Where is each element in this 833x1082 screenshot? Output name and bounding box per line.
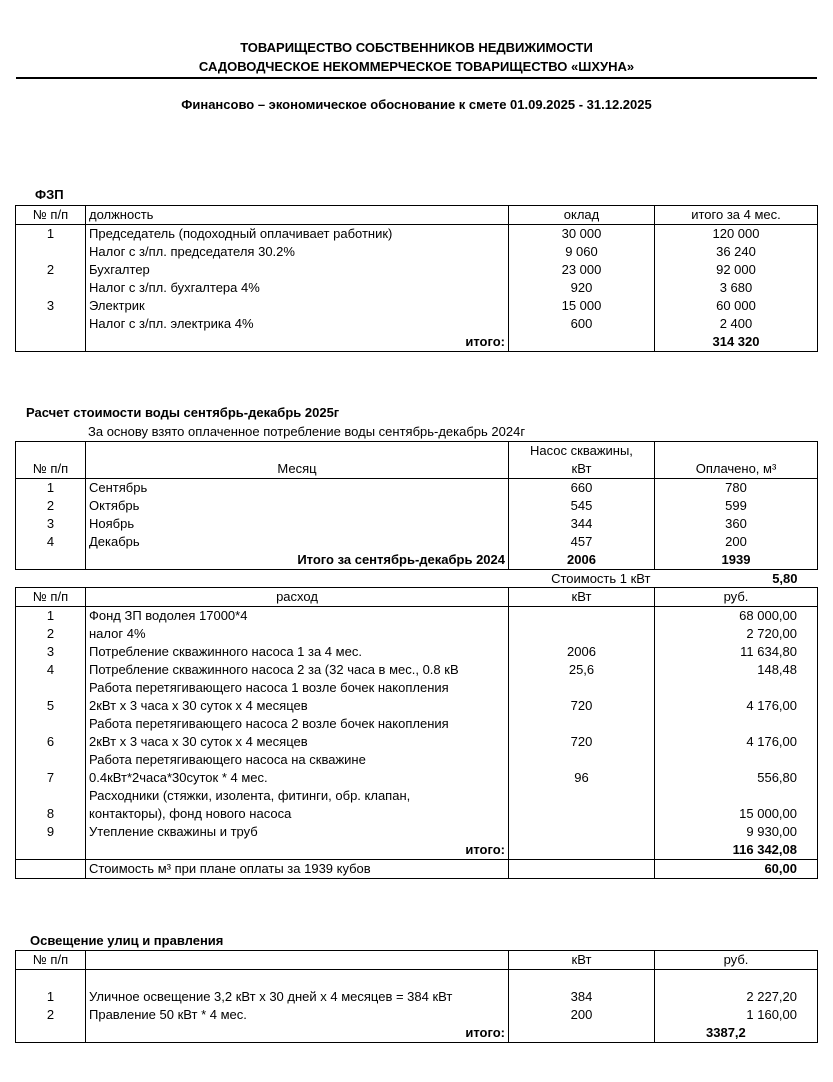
row-num: 1	[16, 607, 86, 626]
table-row	[16, 988, 818, 1006]
row-kwt	[509, 787, 655, 823]
table-row	[16, 661, 818, 679]
row-num: 3	[16, 297, 86, 315]
row-expense-line1: Работа перетягивающего насоса 2 возле бочек накопления	[89, 716, 449, 731]
table-row	[16, 479, 818, 498]
row-expense	[86, 787, 509, 823]
water-header-row	[16, 442, 818, 479]
row-salary: 600	[509, 315, 655, 333]
row-kwt	[509, 625, 655, 643]
fzp-header-row	[16, 206, 818, 225]
water-total-kwt: 2006	[509, 551, 655, 570]
row-salary: 15 000	[509, 297, 655, 315]
col-paid-m3: Оплачено, м³	[655, 442, 818, 479]
row-expense	[86, 823, 509, 841]
row-kwt: 660	[509, 479, 655, 498]
table-row	[16, 533, 818, 551]
row-num: 4	[16, 661, 86, 679]
row-position: Налог с з/пл. электрика 4%	[86, 315, 509, 333]
row-month: Ноябрь	[86, 515, 509, 533]
row-num: 6	[16, 715, 86, 751]
row-kwt: 2006	[509, 643, 655, 661]
row-kwt: 344	[509, 515, 655, 533]
row-rub: 11 634,80	[655, 643, 818, 661]
table-row	[16, 515, 818, 533]
row-position: Налог с з/пл. председателя 30.2%	[86, 243, 509, 261]
col-rub: руб.	[655, 951, 818, 970]
row-rub: 4 176,00	[655, 715, 818, 751]
row-rub: 2 227,20	[655, 988, 818, 1006]
expenses-total-value: 116 342,08	[655, 841, 818, 860]
row-paid: 780	[655, 479, 818, 498]
row-position: Электрик	[86, 297, 509, 315]
row-rub: 9 930,00	[655, 823, 818, 841]
lighting-total-value: 3387,2	[655, 1024, 818, 1043]
table-row	[16, 607, 818, 626]
row-rub: 1 160,00	[655, 1006, 818, 1024]
col-kwt: кВт	[509, 951, 655, 970]
row-month: Сентябрь	[86, 479, 509, 498]
row-position: Бухгалтер	[86, 261, 509, 279]
table-row	[16, 823, 818, 841]
col-position: должность	[86, 206, 509, 225]
row-num: 3	[16, 643, 86, 661]
col-salary: оклад	[509, 206, 655, 225]
table-row	[16, 751, 818, 787]
row-total: 92 000	[655, 261, 818, 279]
row-num: 9	[16, 823, 86, 841]
row-kwt: 457	[509, 533, 655, 551]
col-expense: расход	[86, 588, 509, 607]
kwt-cost-label: Стоимость 1 кВт	[551, 571, 651, 586]
row-num: 1	[16, 479, 86, 498]
col-pump-kwt-line1: Насос скважины,	[530, 443, 633, 458]
row-month: Декабрь	[86, 533, 509, 551]
row-expense-line1: Утепление скважины и труб	[89, 824, 258, 839]
row-kwt: 720	[509, 715, 655, 751]
table-row	[16, 243, 818, 261]
expenses-header-row	[16, 588, 818, 607]
water-cost-label: Стоимость м³ при плане оплаты за 1939 кубов	[86, 860, 509, 879]
kwt-cost-row	[16, 570, 818, 589]
lighting-table	[15, 950, 818, 1043]
row-num: 2	[16, 1006, 86, 1024]
lighting-spacer-row	[16, 970, 818, 989]
table-row	[16, 715, 818, 751]
row-kwt: 545	[509, 497, 655, 515]
table-row	[16, 1006, 818, 1024]
expenses-total-row	[16, 841, 818, 860]
lighting-total-row	[16, 1024, 818, 1043]
row-expense-line1: Работа перетягивающего насоса на скважине	[89, 752, 366, 767]
row-expense-line1: Потребление скважинного насоса 1 за 4 мес.	[89, 644, 362, 659]
row-total: 120 000	[655, 225, 818, 244]
row-num: 2	[16, 261, 86, 279]
row-num: 3	[16, 515, 86, 533]
table-row	[16, 279, 818, 297]
fzp-total-row	[16, 333, 818, 352]
row-expense-line2: 0.4кВт*2часа*30суток * 4 мес.	[89, 770, 268, 785]
row-total: 36 240	[655, 243, 818, 261]
col-pump-kwt-line2: кВт	[571, 461, 592, 476]
row-num	[16, 279, 86, 297]
row-salary: 23 000	[509, 261, 655, 279]
row-kwt	[509, 823, 655, 841]
table-row	[16, 315, 818, 333]
col-total-4m: итого за 4 мес.	[655, 206, 818, 225]
col-num: № п/п	[16, 588, 86, 607]
row-rub: 2 720,00	[655, 625, 818, 643]
row-position: Председатель (подоходный оплачивает работник)	[86, 225, 509, 244]
document-subtitle: Финансово – экономическое обоснование к смете 01.09.2025 - 31.12.2025	[181, 97, 652, 112]
row-total: 2 400	[655, 315, 818, 333]
table-row	[16, 679, 818, 715]
col-kwt: кВт	[509, 588, 655, 607]
row-kwt: 200	[509, 1006, 655, 1024]
row-num	[16, 243, 86, 261]
row-position: Налог с з/пл. бухгалтера 4%	[86, 279, 509, 297]
row-num: 1	[16, 225, 86, 244]
table-row	[16, 625, 818, 643]
kwt-cost-value: 5,80	[772, 571, 798, 586]
lighting-total-label: итого:	[86, 1024, 509, 1043]
row-expense-line1: Расходники (стяжки, изолента, фитинги, обр. клапан,	[89, 788, 411, 803]
lighting-title: Освещение улиц и правления	[30, 933, 224, 948]
org-name: ТОВАРИЩЕСТВО СОБСТВЕННИКОВ НЕДВИЖИМОСТИ	[240, 40, 593, 55]
row-rub: 15 000,00	[655, 787, 818, 823]
fzp-title: ФЗП	[35, 187, 64, 202]
water-note: За основу взято оплаченное потребление воды сентябрь-декабрь 2024г	[88, 424, 526, 439]
row-paid: 599	[655, 497, 818, 515]
lighting-header-row	[16, 951, 818, 970]
row-num: 8	[16, 787, 86, 823]
row-salary: 30 000	[509, 225, 655, 244]
col-num: № п/п	[16, 951, 86, 970]
fzp-total-value: 314 320	[655, 333, 818, 352]
water-cost-value: 60,00	[655, 860, 818, 879]
row-kwt	[509, 607, 655, 626]
col-description	[86, 951, 509, 970]
water-total-label: Итого за сентябрь-декабрь 2024	[86, 551, 509, 570]
row-expense-line1: Работа перетягивающего насоса 1 возле бочек накопления	[89, 680, 449, 695]
water-total-paid: 1939	[655, 551, 818, 570]
row-num: 7	[16, 751, 86, 787]
table-row	[16, 297, 818, 315]
row-kwt: 25,6	[509, 661, 655, 679]
row-expense	[86, 607, 509, 626]
row-paid: 360	[655, 515, 818, 533]
expenses-total-label: итого:	[86, 841, 509, 860]
row-rub: 68 000,00	[655, 607, 818, 626]
row-expense-line1: Фонд ЗП водолея 17000*4	[89, 608, 248, 623]
row-paid: 200	[655, 533, 818, 551]
row-kwt: 384	[509, 988, 655, 1006]
row-expense-line2: 2кВт х 3 часа х 30 суток х 4 месяцев	[89, 734, 308, 749]
row-description: Уличное освещение 3,2 кВт х 30 дней х 4 месяцев = 384 кВт	[86, 988, 509, 1006]
row-month: Октябрь	[86, 497, 509, 515]
row-rub: 4 176,00	[655, 679, 818, 715]
org-subname: САДОВОДЧЕСКОЕ НЕКОММЕРЧЕСКОЕ ТОВАРИЩЕСТВО «ШХУНА»	[198, 59, 635, 74]
row-expense	[86, 679, 509, 715]
col-num: № п/п	[16, 442, 86, 479]
row-num: 1	[16, 988, 86, 1006]
table-row	[16, 787, 818, 823]
fzp-table	[15, 205, 818, 352]
row-expense	[86, 715, 509, 751]
col-rub: руб.	[655, 588, 818, 607]
col-month: Месяц	[86, 442, 509, 479]
row-num	[16, 315, 86, 333]
table-row	[16, 261, 818, 279]
row-expense	[86, 625, 509, 643]
row-rub: 556,80	[655, 751, 818, 787]
row-expense-line2: 2кВт х 3 часа х 30 суток х 4 месяцев	[89, 698, 308, 713]
row-expense-line1: налог 4%	[89, 626, 146, 641]
row-kwt: 96	[509, 751, 655, 787]
row-num: 5	[16, 679, 86, 715]
row-description: Правление 50 кВт * 4 мес.	[86, 1006, 509, 1024]
water-table	[15, 441, 818, 588]
table-row	[16, 643, 818, 661]
row-expense-line1: Потребление скважинного насоса 2 за (32 часа в мес., 0.8 кВ	[89, 662, 459, 677]
row-expense	[86, 661, 509, 679]
row-salary: 9 060	[509, 243, 655, 261]
col-pump-kwt	[509, 442, 655, 479]
water-title: Расчет стоимости воды сентябрь-декабрь 2025г	[26, 405, 340, 420]
row-num: 2	[16, 497, 86, 515]
row-expense	[86, 751, 509, 787]
row-total: 60 000	[655, 297, 818, 315]
table-row	[16, 225, 818, 244]
row-expense-line2: контакторы), фонд нового насоса	[89, 806, 292, 821]
table-row	[16, 497, 818, 515]
row-expense	[86, 643, 509, 661]
row-num: 2	[16, 625, 86, 643]
row-kwt: 720	[509, 679, 655, 715]
water-cost-row	[16, 860, 818, 879]
row-num: 4	[16, 533, 86, 551]
row-rub: 148,48	[655, 661, 818, 679]
header-rule	[16, 77, 817, 79]
row-total: 3 680	[655, 279, 818, 297]
row-salary: 920	[509, 279, 655, 297]
expenses-table	[15, 587, 818, 879]
col-num: № п/п	[16, 206, 86, 225]
water-total-row	[16, 551, 818, 570]
fzp-total-label: итого:	[86, 333, 509, 352]
